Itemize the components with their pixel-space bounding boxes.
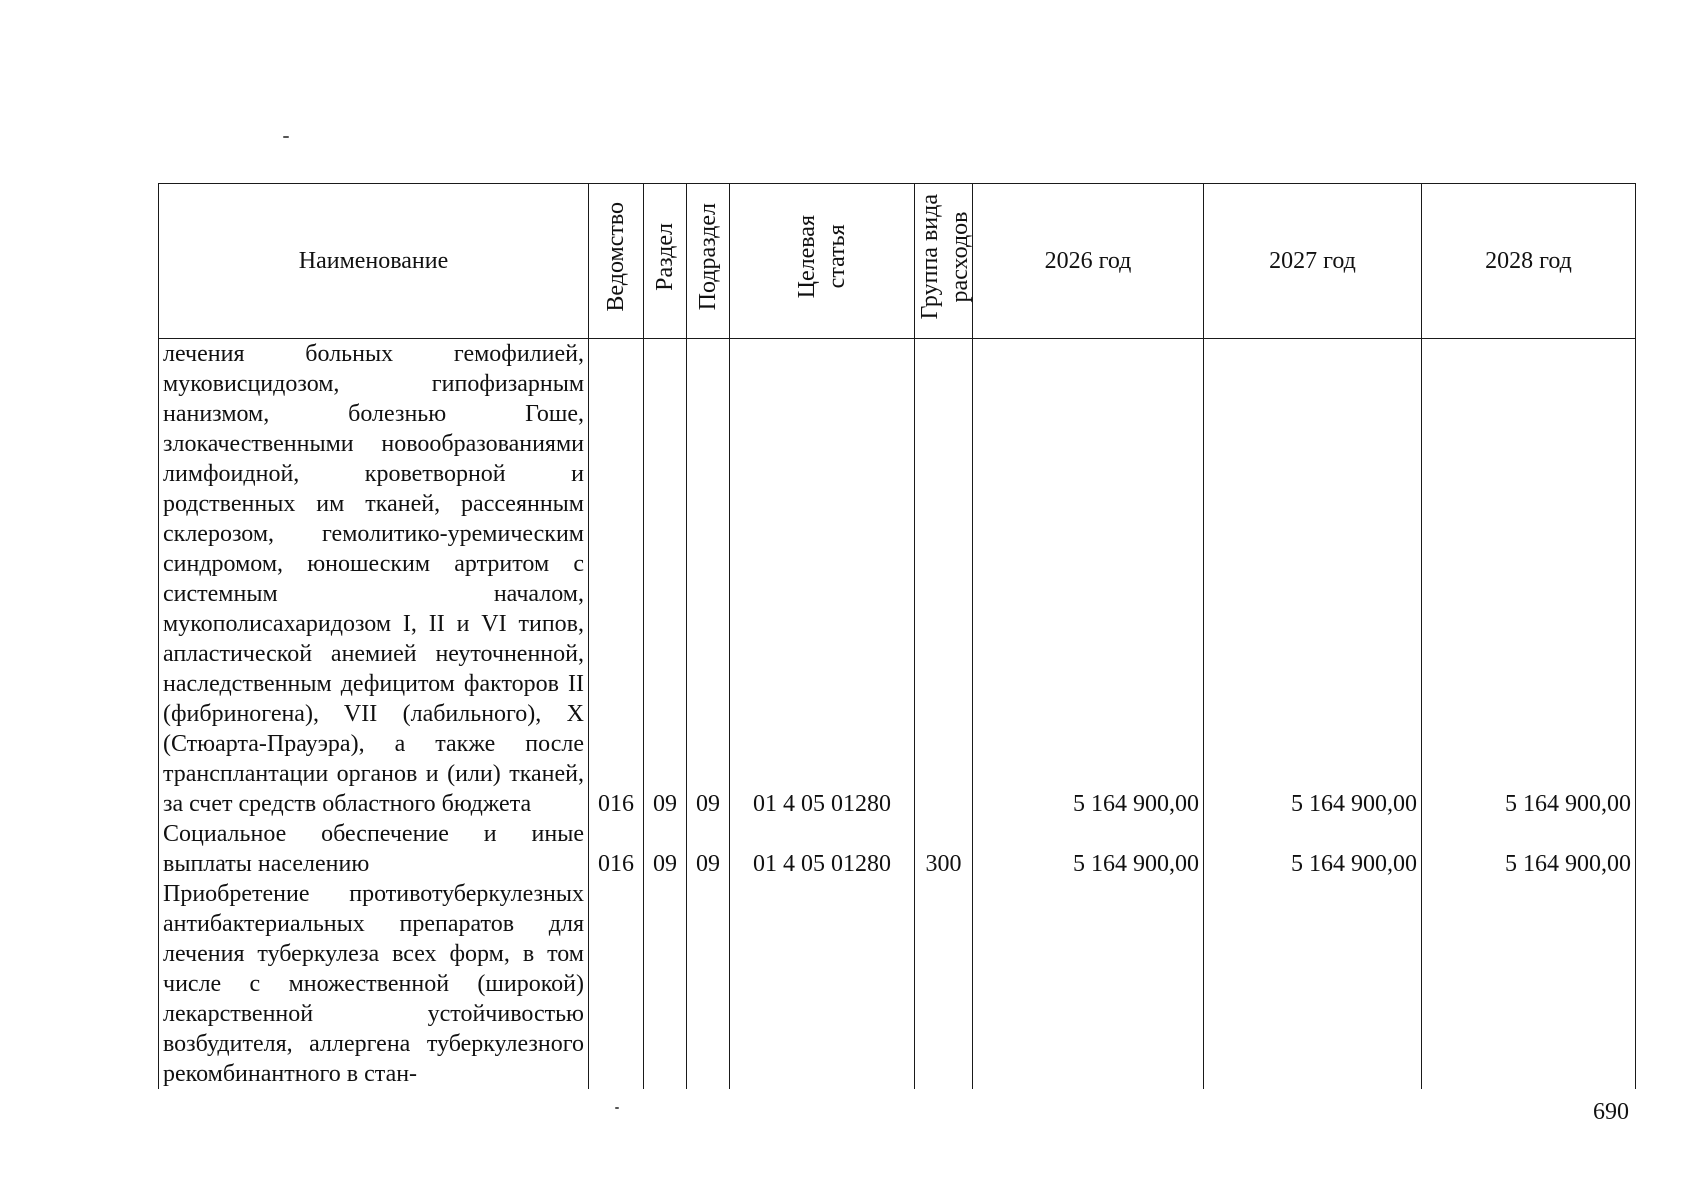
- row-amount-2028: 5 164 900,00: [1422, 819, 1636, 879]
- header-department: [589, 184, 644, 339]
- row-subsection: [687, 879, 730, 1089]
- row-amount-2027: 5 164 900,00: [1204, 339, 1422, 820]
- row-amount-2026: [973, 879, 1204, 1089]
- row-section: 09: [644, 339, 687, 820]
- row-department: 016: [589, 819, 644, 879]
- header-expense-group-label: [915, 194, 975, 319]
- header-year-2028: [1422, 184, 1636, 339]
- header-year-2026-label: 2026 год: [1044, 248, 1132, 274]
- row-amount-2027: 5 164 900,00: [1204, 819, 1422, 879]
- header-target-item-line2: статья: [824, 225, 850, 289]
- row-subsection: 09: [687, 339, 730, 820]
- header-year-2027-label: 2027 год: [1269, 248, 1356, 274]
- row-expense-group: [915, 879, 973, 1089]
- row-target-item: 01 4 05 01280: [730, 339, 915, 820]
- row-subsection: 09: [687, 819, 730, 879]
- scan-speck: [615, 1107, 619, 1109]
- row-section: 09: [644, 819, 687, 879]
- header-target-item-label: [792, 215, 852, 298]
- table-row: [159, 339, 1636, 820]
- row-target-item: 01 4 05 01280: [730, 819, 915, 879]
- row-target-item: [730, 879, 915, 1089]
- row-amount-2028: 5 164 900,00: [1422, 339, 1636, 820]
- row-amount-2026: 5 164 900,00: [973, 339, 1204, 820]
- budget-table: [158, 183, 1636, 1089]
- header-subsection-label: Подраздел: [695, 203, 721, 311]
- header-subsection: [687, 184, 730, 339]
- header-name: [159, 184, 589, 339]
- header-target-item-line1: Целевая: [794, 215, 820, 299]
- row-expense-group: 300: [915, 819, 973, 879]
- row-section: [644, 879, 687, 1089]
- header-section: [644, 184, 687, 339]
- table-row: [159, 879, 1636, 1089]
- header-row: [159, 184, 1636, 339]
- row-amount-2028: [1422, 879, 1636, 1089]
- row-name: лечения больных гемофилией, муковисцидозом, гипофизарным нанизмом, болезнью Гоше, злокачественными новообразованиями лимфоидной, кроветворной и родственных им тканей, рассеянным склерозом, гемолитико-уремическим синдромом, юношеским артритом с системным началом, мукополисахаридозом I, II и VI типов, апластической анемией неуточненной, наследственным дефицитом факторов II (фибриногена), VII (лабильного), X (Стюарта-Прауэра), а также после трансплантации органов и (или) тканей, за счет средств областного бюджета: [159, 339, 589, 820]
- header-expense-group: [915, 184, 973, 339]
- header-year-2028-label: 2028 год: [1485, 248, 1572, 274]
- row-amount-2027: [1204, 879, 1422, 1089]
- header-year-2026: [973, 184, 1204, 339]
- page-number: 690: [1593, 1099, 1629, 1125]
- row-amount-2026: 5 164 900,00: [973, 819, 1204, 879]
- row-department: [589, 879, 644, 1089]
- table-row: [159, 819, 1636, 879]
- header-department-label: Ведомство: [603, 202, 629, 312]
- header-year-2027: [1204, 184, 1422, 339]
- scan-speck: [283, 136, 289, 138]
- header-name-label: Наименование: [298, 248, 449, 274]
- header-expense-group-line2: расходов: [947, 211, 973, 303]
- row-name: Социальное обеспечение и иные выплаты населению: [159, 819, 589, 879]
- header-section-label: Раздел: [652, 223, 678, 291]
- row-expense-group: [915, 339, 973, 820]
- row-department: 016: [589, 339, 644, 820]
- header-target-item: [730, 184, 915, 339]
- row-name: Приобретение противотуберкулезных антибактериальных препаратов для лечения туберкулеза всех форм, в том числе с множественной (широкой) лекарственной устойчивостью возбудителя, аллергена туберкулезного рекомбинантного в стан-: [159, 879, 589, 1089]
- header-expense-group-line1: Группа вида: [917, 194, 943, 320]
